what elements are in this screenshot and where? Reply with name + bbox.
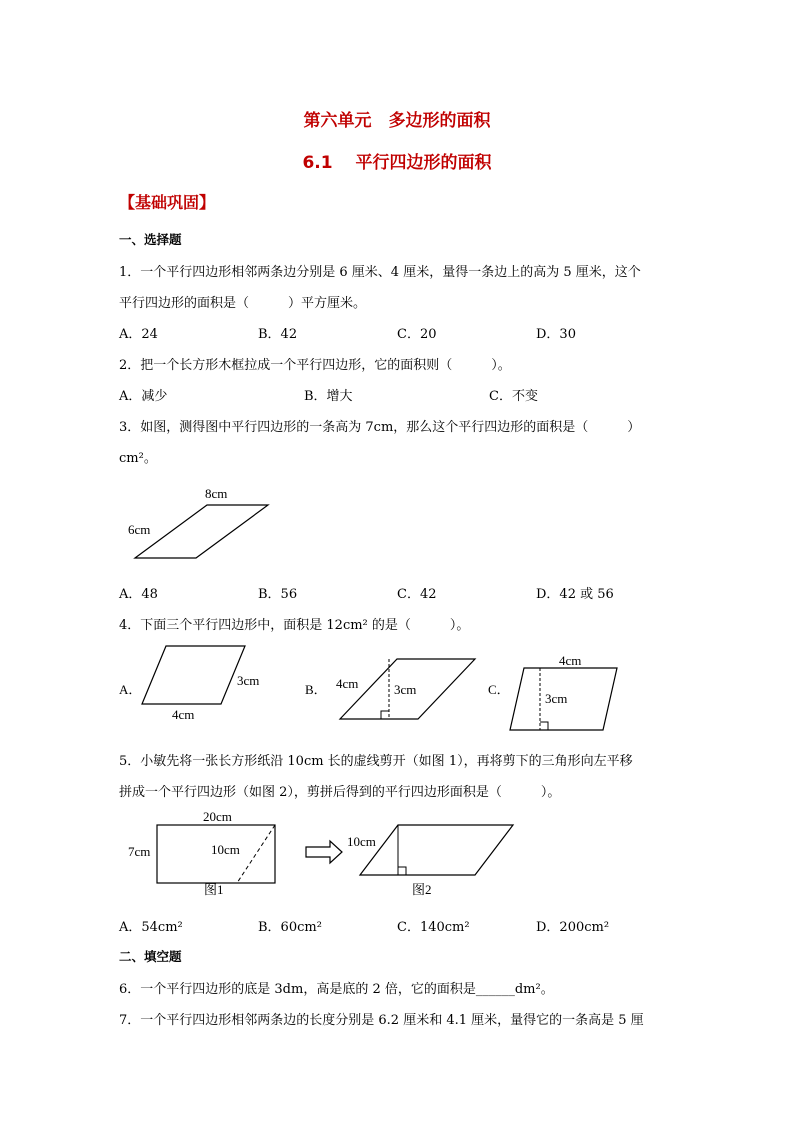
q4-line1: 4．下面三个平行四边形中，面积是 12cm² 的是（ ）。	[119, 618, 470, 633]
q4-figA-side: 3cm	[237, 673, 260, 688]
q5-option-a: A．54cm²	[119, 920, 183, 935]
q3-line2: cm²。	[119, 451, 157, 466]
q4-figC-right-angle	[540, 722, 548, 730]
q3-option-d: D．42 或 56	[536, 587, 614, 602]
q5-option-d: D．200cm²	[536, 920, 610, 935]
q4-figB-label: B．	[305, 682, 327, 697]
q4-figB-side: 4cm	[336, 676, 359, 691]
q1-option-d: D．30	[536, 327, 576, 342]
q3-parallelogram	[135, 505, 268, 558]
q4-figB-right-angle	[381, 711, 389, 719]
q3-top-label: 8cm	[205, 486, 228, 501]
q4-figC-top: 4cm	[559, 653, 582, 668]
q2-option-a: A．减少	[119, 389, 168, 404]
q5-fig1-cut-line	[237, 825, 275, 883]
q4-figB-height: 3cm	[394, 682, 417, 697]
lesson-title: 6.1 平行四边形的面积	[302, 153, 492, 173]
q4-figures	[110, 640, 670, 740]
q5-fig2-right-angle	[398, 867, 406, 875]
q3-figure	[110, 480, 290, 570]
q7-line1: 7．一个平行四边形相邻两条边的长度分别是 6.2 厘米和 4.1 厘米，量得它的一条高是 5 厘	[119, 1013, 644, 1028]
q5-line2: 拼成一个平行四边形（如图 2），剪拼后得到的平行四边形面积是（ ）。	[119, 785, 561, 800]
q4-figA-base: 4cm	[172, 707, 195, 722]
q5-fig2-parallelogram	[360, 825, 513, 875]
q5-line1: 5．小敏先将一张长方形纸沿 10cm 长的虚线剪开（如图 1），再将剪下的三角形向左平移	[119, 754, 633, 769]
q2-line1: 2．把一个长方形木框拉成一个平行四边形，它的面积则（ ）。	[119, 358, 511, 373]
arrow-right-icon	[306, 841, 342, 863]
q1-option-b: B．42	[258, 327, 298, 342]
q4-figA-label: A．	[119, 682, 142, 697]
q4-figA-parallelogram	[142, 646, 245, 704]
q2-option-c: C．不变	[489, 389, 538, 404]
q5-option-c: C．140cm²	[397, 920, 470, 935]
section-choice: 一、选择题	[119, 232, 182, 247]
q1-line2: 平行四边形的面积是（ ）平方厘米。	[119, 296, 367, 311]
q3-left-label: 6cm	[128, 522, 151, 537]
q3-line1: 3．如图，测得图中平行四边形的一条高为 7cm，那么这个平行四边形的面积是（ ）	[119, 420, 641, 435]
q1-line1: 1．一个平行四边形相邻两条边分别是 6 厘米、4 厘米，量得一条边上的高为 5 厘米，这个	[119, 265, 641, 280]
unit-title: 第六单元 多边形的面积	[303, 111, 491, 131]
q5-fig1-left: 7cm	[128, 844, 151, 859]
q5-option-b: B．60cm²	[258, 920, 322, 935]
q5-fig1-caption: 图1	[204, 882, 224, 897]
q5-fig1-cut: 10cm	[211, 842, 240, 857]
q4-figC-height: 3cm	[545, 691, 568, 706]
section-fill: 二、填空题	[119, 949, 182, 964]
q4-figC-label: C．	[488, 682, 510, 697]
q3-option-a: A．48	[119, 587, 158, 602]
q5-figures	[110, 805, 530, 905]
q5-fig1-top: 20cm	[203, 809, 232, 824]
q3-option-c: C．42	[397, 587, 437, 602]
q6-line1: 6．一个平行四边形的底是 3dm，高是底的 2 倍，它的面积是______dm²。	[119, 982, 554, 997]
q5-fig2-caption: 图2	[412, 882, 432, 897]
q2-option-b: B．增大	[304, 389, 353, 404]
q1-option-a: A．24	[119, 327, 158, 342]
q3-option-b: B．56	[258, 587, 298, 602]
q5-fig2-height: 10cm	[347, 834, 376, 849]
q1-option-c: C．20	[397, 327, 437, 342]
section-tag: 【基础巩固】	[119, 193, 216, 212]
